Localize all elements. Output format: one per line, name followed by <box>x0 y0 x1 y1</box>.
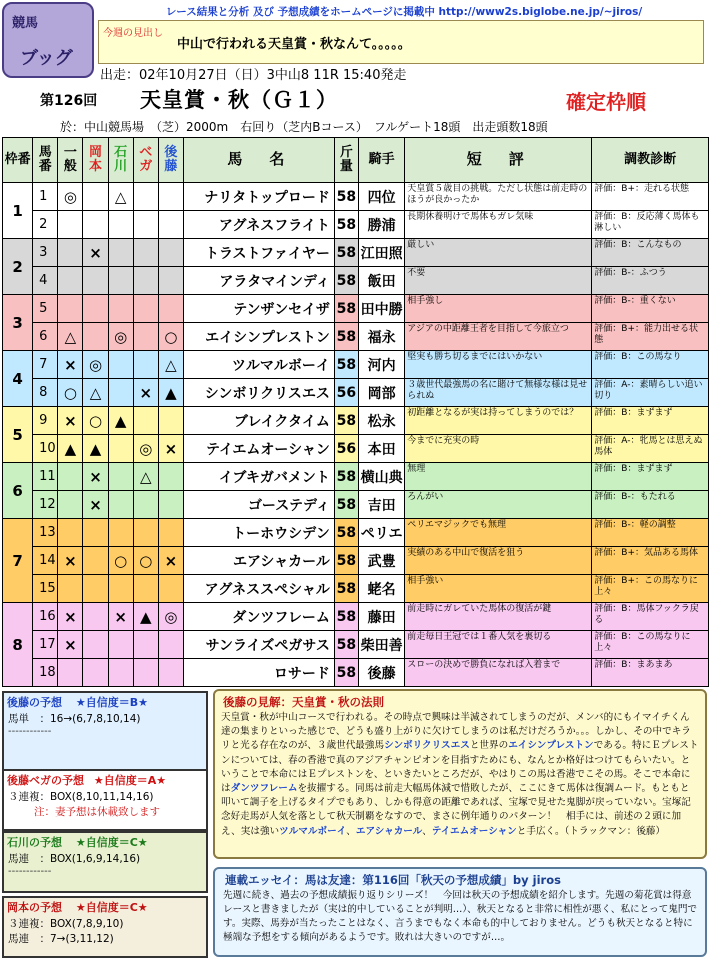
kin-cell: 58 <box>334 575 358 603</box>
training-cell: 評価：B+：走れる状態 <box>592 183 709 211</box>
mark-ippan: ○ <box>58 379 83 407</box>
essay-box <box>213 867 707 957</box>
uma-cell: 6 <box>33 323 58 351</box>
analysis-body <box>221 711 699 839</box>
jockey-cell: 柴田善 <box>358 631 404 659</box>
comment-cell: 相手強し <box>405 295 592 323</box>
kin-cell: 58 <box>334 239 358 267</box>
mark-bega <box>133 631 158 659</box>
kin-cell: 58 <box>334 323 358 351</box>
highlight-horse-1[interactable]: シンボリクリスエス <box>384 740 470 752</box>
ishikawa-bet-line: 馬連 ：BOX(1,6,9,14,16) <box>8 853 141 865</box>
kin-cell: 58 <box>334 491 358 519</box>
mark-bega <box>133 407 158 435</box>
training-cell: 評価：A-：素晴らしい追い切り <box>592 379 709 407</box>
mark-goto <box>158 295 183 323</box>
mark-bega: ◎ <box>133 435 158 463</box>
jockey-cell: 河内 <box>358 351 404 379</box>
jockey-cell: 勝浦 <box>358 211 404 239</box>
goto-confidence: ★自信度＝B★ <box>75 696 148 709</box>
uma-cell: 18 <box>33 659 58 687</box>
horse-name[interactable]: ブレイクタイム <box>184 407 335 435</box>
table-row <box>3 323 709 351</box>
analysis-sep-2: 、 <box>422 825 432 837</box>
mark-ippan: ▲ <box>58 435 83 463</box>
mark-ishikawa <box>108 519 133 547</box>
horse-name[interactable]: アラタマインディ <box>184 267 335 295</box>
kin-cell: 56 <box>334 435 358 463</box>
training-cell: 評価：B：反応薄く馬体も淋しい <box>592 211 709 239</box>
header-ishikawa: 石川 <box>108 138 133 183</box>
okamoto-prediction-box <box>2 896 208 958</box>
mark-goto <box>158 491 183 519</box>
uma-cell: 13 <box>33 519 58 547</box>
header-ippan: 一般 <box>58 138 83 183</box>
mark-ishikawa <box>108 379 133 407</box>
mark-ishikawa: △ <box>108 183 133 211</box>
uma-cell: 3 <box>33 239 58 267</box>
mark-okamoto <box>83 547 108 575</box>
waku-cell: 6 <box>3 463 33 519</box>
jockey-cell: 福永 <box>358 323 404 351</box>
okamoto-title-text: 岡本の予想 <box>7 901 62 914</box>
mark-ishikawa <box>108 267 133 295</box>
race-info: 於：中山競馬場 （芝）2000m 右回り（芝内Bコース） フルゲート18頭 出走頭数18頭 <box>60 120 548 134</box>
ishikawa-dash: ------------ <box>8 866 52 877</box>
mark-ishikawa <box>108 659 133 687</box>
okamoto-bet-line-2: 馬連 ：7→(3,11,12) <box>8 933 114 945</box>
mark-ippan <box>58 519 83 547</box>
highlight-horse-6[interactable]: テイエムオーシャン <box>431 825 517 837</box>
waku-cell: 7 <box>3 519 33 603</box>
mark-ippan <box>58 491 83 519</box>
highlight-horse-5[interactable]: エアシャカール <box>355 825 423 837</box>
jockey-cell: 本田 <box>358 435 404 463</box>
okamoto-confidence: ★自信度＝C★ <box>75 901 148 914</box>
table-row <box>3 295 709 323</box>
kin-cell: 58 <box>334 407 358 435</box>
jockey-cell: 四位 <box>358 183 404 211</box>
analysis-sep-1: 、 <box>346 825 356 837</box>
training-cell: 評価：B：まずまず <box>592 463 709 491</box>
jockey-cell: 横山典 <box>358 463 404 491</box>
uma-cell: 4 <box>33 267 58 295</box>
kin-cell: 58 <box>334 631 358 659</box>
comment-cell: 今までに充実の時 <box>405 435 592 463</box>
highlight-horse-4[interactable]: ツルマルボーイ <box>279 825 347 837</box>
table-row <box>3 547 709 575</box>
status-label: 確定枠順 <box>566 90 646 114</box>
mark-goto <box>158 407 183 435</box>
table-row <box>3 239 709 267</box>
mark-ishikawa: ▲ <box>108 407 133 435</box>
jockey-cell: 吉田 <box>358 491 404 519</box>
bega-prediction-box <box>2 769 208 831</box>
mark-bega <box>133 323 158 351</box>
training-cell: 評価：B+：能力出せる状態 <box>592 323 709 351</box>
training-cell: 評価：B：まずまず <box>592 407 709 435</box>
training-cell: 評価：B：馬体フックラ戻る <box>592 603 709 631</box>
mark-ishikawa <box>108 239 133 267</box>
horse-name[interactable]: エアシャカール <box>184 547 335 575</box>
race-name: 天皇賞・秋（Ｇ１） <box>140 88 338 112</box>
mark-goto <box>158 239 183 267</box>
header-jockey: 騎手 <box>358 138 404 183</box>
mark-bega <box>133 183 158 211</box>
header-goto: 後藤 <box>158 138 183 183</box>
training-cell: 評価：B-：ふつう <box>592 267 709 295</box>
table-row <box>3 603 709 631</box>
jockey-cell: 武豊 <box>358 547 404 575</box>
mark-ippan: × <box>58 547 83 575</box>
header-name: 馬 名 <box>184 138 335 183</box>
table-row <box>3 379 709 407</box>
mark-ippan: × <box>58 603 83 631</box>
mark-okamoto <box>83 631 108 659</box>
entries-table <box>2 137 709 687</box>
mark-ishikawa <box>108 575 133 603</box>
mark-ishikawa <box>108 211 133 239</box>
uma-cell: 15 <box>33 575 58 603</box>
table-row <box>3 491 709 519</box>
mark-okamoto <box>83 183 108 211</box>
jockey-cell: 岡部 <box>358 379 404 407</box>
horse-name[interactable]: ツルマルボーイ <box>184 351 335 379</box>
mark-ippan <box>58 659 83 687</box>
headline-text: 中山で行われる天皇賞・秋なんて。。。。。 <box>177 37 411 52</box>
goto-prediction-box <box>2 691 208 777</box>
horse-name[interactable]: サンライズペガサス <box>184 631 335 659</box>
kin-cell: 58 <box>334 463 358 491</box>
kin-cell: 58 <box>334 351 358 379</box>
mark-bega <box>133 519 158 547</box>
mark-okamoto <box>83 267 108 295</box>
essay-body: 先週に続き、過去の予想成績振り返りシリーズ！ 今回は秋天の予想成績を紹介します。先週の菊花賞は得意レースと書きましたが（実は的中していることが判明…）、秋天となると非常に相性が悪く、私にとって鬼門です。実際、馬券が当たったことはなく、言うまでもなく本命も的中しておりません。どうも秋天となると特に極端な予想をする傾向があるようです。敗れは大きいのですが…。 <box>223 890 698 943</box>
uma-cell: 12 <box>33 491 58 519</box>
horse-name[interactable]: テイエムオーシャン <box>184 435 335 463</box>
uma-cell: 7 <box>33 351 58 379</box>
comment-cell: 実績のある中山で復活を狙う <box>405 547 592 575</box>
training-cell: 評価：B+：この馬なりに上々 <box>592 575 709 603</box>
essay-title[interactable]: 連載エッセイ：馬は友達：第116回「秋天の予想成績」by jiros <box>225 873 561 887</box>
uma-cell: 1 <box>33 183 58 211</box>
mark-ishikawa <box>108 463 133 491</box>
mark-ishikawa <box>108 631 133 659</box>
training-cell: 評価：B：この馬なりに上々 <box>592 631 709 659</box>
table-row <box>3 435 709 463</box>
bega-confidence: ★自信度＝A★ <box>93 774 167 787</box>
mark-ishikawa: ○ <box>108 547 133 575</box>
site-banner-link[interactable]: レース結果と分析 及び 予想成績をホームページに掲載中 http://www2s.biglobe.ne.jp/~jiros/ <box>165 6 643 18</box>
jockey-cell: 藤田 <box>358 603 404 631</box>
uma-cell: 5 <box>33 295 58 323</box>
horse-name[interactable]: ナリタトップロード <box>184 183 335 211</box>
horse-name[interactable]: アグネススペシャル <box>184 575 335 603</box>
mark-goto <box>158 183 183 211</box>
highlight-horse-2[interactable]: エイシンプレストン <box>508 740 594 752</box>
mark-goto: × <box>158 547 183 575</box>
mark-ishikawa <box>108 295 133 323</box>
mark-ippan <box>58 211 83 239</box>
mark-okamoto: × <box>83 239 108 267</box>
mark-ippan: × <box>58 407 83 435</box>
training-cell: 評価：B-：軽の調整 <box>592 519 709 547</box>
horse-name[interactable]: トーホウシデン <box>184 519 335 547</box>
mark-goto: ▲ <box>158 379 183 407</box>
waku-cell: 2 <box>3 239 33 295</box>
mark-goto: △ <box>158 351 183 379</box>
uma-cell: 10 <box>33 435 58 463</box>
mark-okamoto <box>83 659 108 687</box>
horse-name[interactable]: ゴーステディ <box>184 491 335 519</box>
horse-name[interactable]: テンザンセイザ <box>184 295 335 323</box>
mark-okamoto <box>83 519 108 547</box>
uma-cell: 17 <box>33 631 58 659</box>
headline-label: 今週の見出し <box>103 28 163 39</box>
mark-goto: × <box>158 435 183 463</box>
mark-goto: ◎ <box>158 603 183 631</box>
comment-cell: ペリエマジックでも無理 <box>405 519 592 547</box>
comment-cell: 厳しい <box>405 239 592 267</box>
jockey-cell: 江田照 <box>358 239 404 267</box>
kin-cell: 56 <box>334 379 358 407</box>
uma-cell: 8 <box>33 379 58 407</box>
headline-box <box>98 20 704 64</box>
header-okamoto: 岡本 <box>83 138 108 183</box>
mark-bega <box>133 239 158 267</box>
mark-okamoto: ▲ <box>83 435 108 463</box>
ishikawa-confidence: ★自信度＝C★ <box>75 836 148 849</box>
logo-bottom-text: ブッグ <box>20 48 73 69</box>
training-cell: 評価：B：まあまあ <box>592 659 709 687</box>
jockey-cell: ペリエ <box>358 519 404 547</box>
header-bega: ベガ <box>133 138 158 183</box>
table-row <box>3 407 709 435</box>
kin-cell: 58 <box>334 659 358 687</box>
race-number: 第126回 <box>40 93 98 109</box>
table-row <box>3 519 709 547</box>
comment-cell: 相手強い <box>405 575 592 603</box>
training-cell: 評価：B-：重くない <box>592 295 709 323</box>
mark-goto <box>158 631 183 659</box>
training-cell: 評価：B-：もたれる <box>592 491 709 519</box>
horse-name[interactable]: アグネスフライト <box>184 211 335 239</box>
analysis-text-5: と手広く。（トラックマン：後藤） <box>516 825 666 837</box>
okamoto-bet-line-1: ３連複：BOX(7,8,9,10) <box>8 918 124 930</box>
start-time: 出走：02年10月27日（日）3中山8 11R 15:40発走 <box>100 68 407 83</box>
waku-cell: 5 <box>3 407 33 463</box>
header-training: 調教診断 <box>592 138 709 183</box>
kin-cell: 58 <box>334 603 358 631</box>
comment-cell: 天皇賞５歳目の挑戦。ただし状態は前走時のほうが良かったか <box>405 183 592 211</box>
mark-goto: ○ <box>158 323 183 351</box>
comment-cell: アジアの中距離王者を目指して今旅立つ <box>405 323 592 351</box>
kin-cell: 58 <box>334 519 358 547</box>
uma-cell: 16 <box>33 603 58 631</box>
training-cell: 評価：A-：牝馬とは思えぬ馬体 <box>592 435 709 463</box>
comment-cell: 堅実も勝ち切るまでにはいかない <box>405 351 592 379</box>
bega-note: 注：妻予想は休載致します <box>34 806 160 818</box>
mark-bega <box>133 575 158 603</box>
mark-okamoto: × <box>83 491 108 519</box>
training-cell: 評価：B：こんなもの <box>592 239 709 267</box>
table-row <box>3 463 709 491</box>
mark-bega: ○ <box>133 547 158 575</box>
goto-bet-line: 馬単 ：16→(6,7,8,10,14) <box>8 713 141 725</box>
mark-okamoto <box>83 323 108 351</box>
comment-cell: 初距離となるが実は持ってしまうのでは？ <box>405 407 592 435</box>
mark-ippan <box>58 463 83 491</box>
analysis-text-1: 天皇賞・秋が中山コースで行われる。その時点で興味は半減されてしまうのだが、メンバ的にもイマイチくん達の集まりといった感じで、どうも盛り上がりに欠けてしまうのは私だけだろうか。。。しかし、その中でキラリと光る存在なのが、３歳世代最強馬 <box>221 712 691 752</box>
kin-cell: 58 <box>334 211 358 239</box>
table-row <box>3 659 709 687</box>
mark-okamoto <box>83 211 108 239</box>
header-uma: 馬番 <box>33 138 58 183</box>
analysis-text-3: である。特にＥプレストンについては、春の香港で真のアジアチャンピオンを目指すためにも、なんとか格好はつけてもらいたい。ということで本命にはＥプレストンを、といきたいところだが、やはりこの馬は香港でこその馬。そこで本命には <box>221 740 699 795</box>
mark-ippan: × <box>58 631 83 659</box>
comment-cell: 長期休養明けで馬体もガレ気味 <box>405 211 592 239</box>
comment-cell: ３歳世代最強馬の名に賭けて無様な様は見せられぬ <box>405 379 592 407</box>
ishikawa-prediction-title <box>4 833 206 851</box>
mark-ippan: × <box>58 351 83 379</box>
okamoto-prediction-title <box>4 898 206 916</box>
mark-bega <box>133 659 158 687</box>
horse-name[interactable]: ロサード <box>184 659 335 687</box>
horse-name[interactable]: エイシンプレストン <box>184 323 335 351</box>
waku-cell: 8 <box>3 603 33 687</box>
analysis-text-4: を抜擢する。同馬は前走大幅馬体減で惜敗したが、ここにきて馬体は復調ムード。もともと叩いて調子を上げるタイプでもあり、しかも得意の距離であれば、宝塚で見せた鬼脚が戻っていない。宝塚記念好走馬が人気を落として秋天制覇をなすので、まさに例年通りのパターン！ 相手には、前述の２頭に加え、実は強い <box>221 783 691 837</box>
mark-goto <box>158 659 183 687</box>
mark-goto <box>158 267 183 295</box>
mark-ishikawa: ◎ <box>108 323 133 351</box>
waku-cell: 4 <box>3 351 33 407</box>
mark-goto <box>158 211 183 239</box>
mark-goto <box>158 463 183 491</box>
comment-cell: 前走毎日王冠では１番人気を裏切る <box>405 631 592 659</box>
goto-dash: ------------ <box>8 726 52 737</box>
mark-bega <box>133 491 158 519</box>
header-waku: 枠番 <box>3 138 33 183</box>
comment-cell: 無理 <box>405 463 592 491</box>
table-row <box>3 211 709 239</box>
mark-okamoto: ◎ <box>83 351 108 379</box>
mark-okamoto <box>83 603 108 631</box>
comment-cell: 不要 <box>405 267 592 295</box>
uma-cell: 14 <box>33 547 58 575</box>
mark-bega: × <box>133 379 158 407</box>
goto-title-text: 後藤の予想 <box>7 696 62 709</box>
mark-okamoto <box>83 575 108 603</box>
waku-cell: 3 <box>3 295 33 351</box>
horse-name[interactable]: シンボリクリスエス <box>184 379 335 407</box>
table-row <box>3 267 709 295</box>
jockey-cell: 田中勝 <box>358 295 404 323</box>
bega-bet-line: ３連複：BOX(8,10,11,14,16) <box>8 791 154 803</box>
mark-okamoto: × <box>83 463 108 491</box>
analysis-title: 後藤の見解：天皇賞・秋の法則 <box>223 695 384 709</box>
table-row <box>3 575 709 603</box>
bega-prediction-title <box>4 771 206 789</box>
uma-cell: 2 <box>33 211 58 239</box>
training-cell: 評価：B：この馬なり <box>592 351 709 379</box>
jockey-cell: 蛯名 <box>358 575 404 603</box>
jockey-cell: 飯田 <box>358 267 404 295</box>
mark-ishikawa <box>108 491 133 519</box>
uma-cell: 11 <box>33 463 58 491</box>
waku-cell: 1 <box>3 183 33 239</box>
jockey-cell: 後藤 <box>358 659 404 687</box>
comment-cell: 前走時にガレていた馬体の復活が鍵 <box>405 603 592 631</box>
mark-okamoto: △ <box>83 379 108 407</box>
site-logo[interactable] <box>2 2 94 78</box>
mark-okamoto <box>83 295 108 323</box>
table-row <box>3 351 709 379</box>
mark-ippan: △ <box>58 323 83 351</box>
analysis-box <box>213 689 707 859</box>
mark-ishikawa <box>108 435 133 463</box>
table-row <box>3 631 709 659</box>
table-row <box>3 183 709 211</box>
bega-title-text: 後藤ベガの予想 <box>7 774 84 787</box>
header-row <box>3 138 709 183</box>
mark-bega: ▲ <box>133 603 158 631</box>
logo-top-text: 競馬 <box>12 16 39 31</box>
kin-cell: 58 <box>334 547 358 575</box>
horse-name[interactable]: イブキガバメント <box>184 463 335 491</box>
comment-cell: スローの決めで勝負になれば入着まで <box>405 659 592 687</box>
mark-goto <box>158 519 183 547</box>
mark-bega <box>133 351 158 379</box>
ishikawa-title-text: 石川の予想 <box>7 836 62 849</box>
mark-bega <box>133 267 158 295</box>
mark-okamoto: ○ <box>83 407 108 435</box>
uma-cell: 9 <box>33 407 58 435</box>
horse-name[interactable]: トラストファイヤー <box>184 239 335 267</box>
header-kin: 斤量 <box>334 138 358 183</box>
header-comment: 短 評 <box>405 138 592 183</box>
mark-ippan: ◎ <box>58 183 83 211</box>
kin-cell: 58 <box>334 295 358 323</box>
mark-goto <box>158 575 183 603</box>
training-cell: 評価：B+：気品ある馬体 <box>592 547 709 575</box>
goto-prediction-title <box>4 693 206 711</box>
mark-ippan <box>58 575 83 603</box>
mark-ippan <box>58 267 83 295</box>
kin-cell: 58 <box>334 183 358 211</box>
mark-bega <box>133 295 158 323</box>
analysis-text-2: と世界の <box>469 740 509 752</box>
ishikawa-prediction-box <box>2 831 208 893</box>
mark-ishikawa <box>108 351 133 379</box>
mark-bega: △ <box>133 463 158 491</box>
mark-ishikawa: × <box>108 603 133 631</box>
mark-ippan <box>58 295 83 323</box>
comment-cell: ろんがい <box>405 491 592 519</box>
kin-cell: 58 <box>334 267 358 295</box>
mark-ippan <box>58 239 83 267</box>
highlight-horse-3[interactable]: ダンツフレーム <box>230 783 298 795</box>
horse-name[interactable]: ダンツフレーム <box>184 603 335 631</box>
mark-bega <box>133 211 158 239</box>
jockey-cell: 松永 <box>358 407 404 435</box>
